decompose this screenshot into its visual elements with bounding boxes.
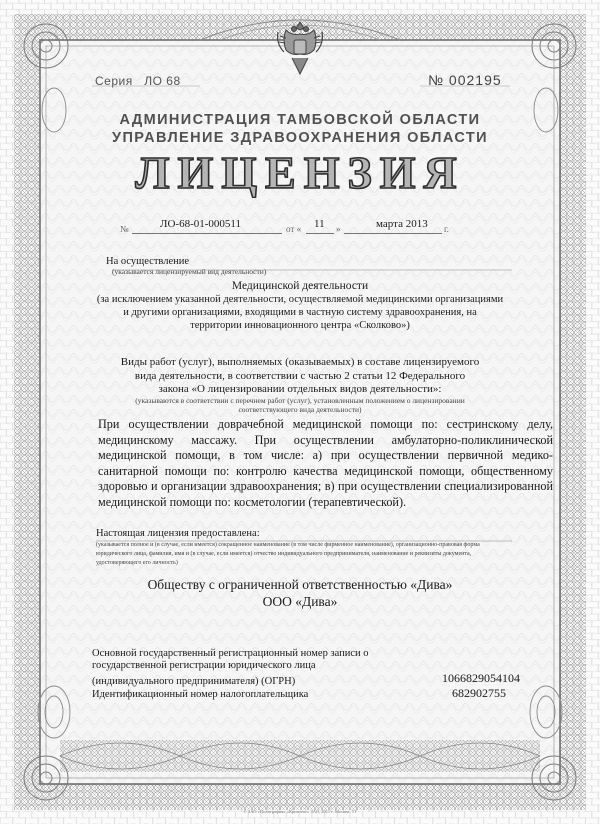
issuer-line-2: УПРАВЛЕНИЕ ЗДРАВООХРАНЕНИЯ ОБЛАСТИ [112, 130, 488, 146]
ogrn-label-1: Основной государственный регистрационный номер записи о [92, 648, 369, 659]
document-number [428, 72, 502, 88]
inn-label: Идентификационный номер налогоплательщика [92, 689, 309, 700]
license-title [0, 148, 600, 198]
activity-desc-1: (за исключением указанной деятельности, осуществляемой медицинскими организациями [96, 294, 504, 305]
coat-of-arms-icon [272, 16, 328, 80]
licensee-label: Настоящая лицензия предоставлена: [96, 528, 260, 539]
works-line-3: закона «О лицензировании отдельных видов деятельности»: [158, 383, 442, 395]
works-text: При осуществлении доврачебной медицинской помощи по: сестринскому делу, медицинскому массажу. При осуществлении амбулаторно-поликлинической медицинской помощи, в том числе: а) при осуществлении первичной медико-санитарной помощи по: контролю качества медицинской помощи, общественному здоровью и организации здравоохранения; в) при осуществлении специализированной медицинской помощи по: косметологии (терапевтической). [98, 417, 553, 509]
series-label-text: Серия [95, 74, 133, 88]
works-line-2: вида деятельности, в соответствии с частью 2 статьи 12 Федерального [134, 369, 466, 382]
number-value: 002195 [448, 72, 502, 88]
works-hint-1: (указываются в соответствии с перечнем работ (услуг), установленным положением о лицензировании [135, 396, 465, 405]
license-day: 11 [314, 218, 325, 230]
issuer-line-1: АДМИНИСТРАЦИЯ ТАМБОВСКОЙ ОБЛАСТИ [119, 112, 481, 128]
license-no-label: № [120, 224, 129, 234]
activity-label: На осуществление [106, 256, 190, 267]
license-no-value: ЛО-68-01-000511 [160, 218, 241, 230]
ogrn-label-2: государственной регистрации юридического лица [92, 660, 316, 671]
inn-value: 682902755 [452, 686, 506, 700]
works-hint-2: соответствующего вида деятельности) [238, 405, 362, 414]
works-line-1: Виды работ (услуг), выполняемых (оказываемых) в составе лицензируемого [120, 356, 480, 368]
license-day-close: » [336, 224, 341, 234]
licensee-hint-3: удостоверяющего его личность) [96, 560, 178, 566]
printer-footer: © ЗАО «Полиграфия» «Криптекс» ЗАО, 2011 г. Москва. Т1 [243, 809, 357, 814]
license-title-text: ЛИЦЕНЗИЯ [135, 148, 465, 198]
licensee-full-name: Обществу с ограниченной ответственностью «Дива» [147, 577, 453, 592]
license-year-suffix: г. [444, 224, 449, 234]
series-value: ЛО 68 [144, 74, 181, 88]
activity-desc-2: и другими организациями, входящими в частную систему здравоохранения, на [123, 307, 477, 318]
activity-desc-3: территории инновационного центра «Сколково») [190, 320, 410, 331]
licensee-hint-1: (указывается полное и (в случае, если имеется) сокращенное наименование (в том числе фирменное наименование), организационно-правовая форма [96, 542, 480, 548]
licensee-short-name: ООО «Дива» [262, 594, 338, 609]
ogrn-value: 1066829054104 [442, 671, 520, 685]
ogrn-label-3: (индивидуального предпринимателя) (ОГРН) [92, 676, 296, 687]
activity-name: Медицинской деятельности [231, 280, 369, 292]
licensee-hint-2: юридического лица, фамилия, имя и (в случае, если имеется) отчество индивидуального предпринимателя, наименование и реквизиты документа, [96, 551, 472, 557]
license-number-line [120, 218, 455, 240]
number-sign: № [428, 72, 445, 88]
activity-hint: (указывается лицензируемый вид деятельности) [112, 267, 267, 276]
series-label [95, 74, 181, 88]
license-from-label: от « [286, 224, 302, 234]
license-month-year: марта 2013 [376, 218, 428, 230]
